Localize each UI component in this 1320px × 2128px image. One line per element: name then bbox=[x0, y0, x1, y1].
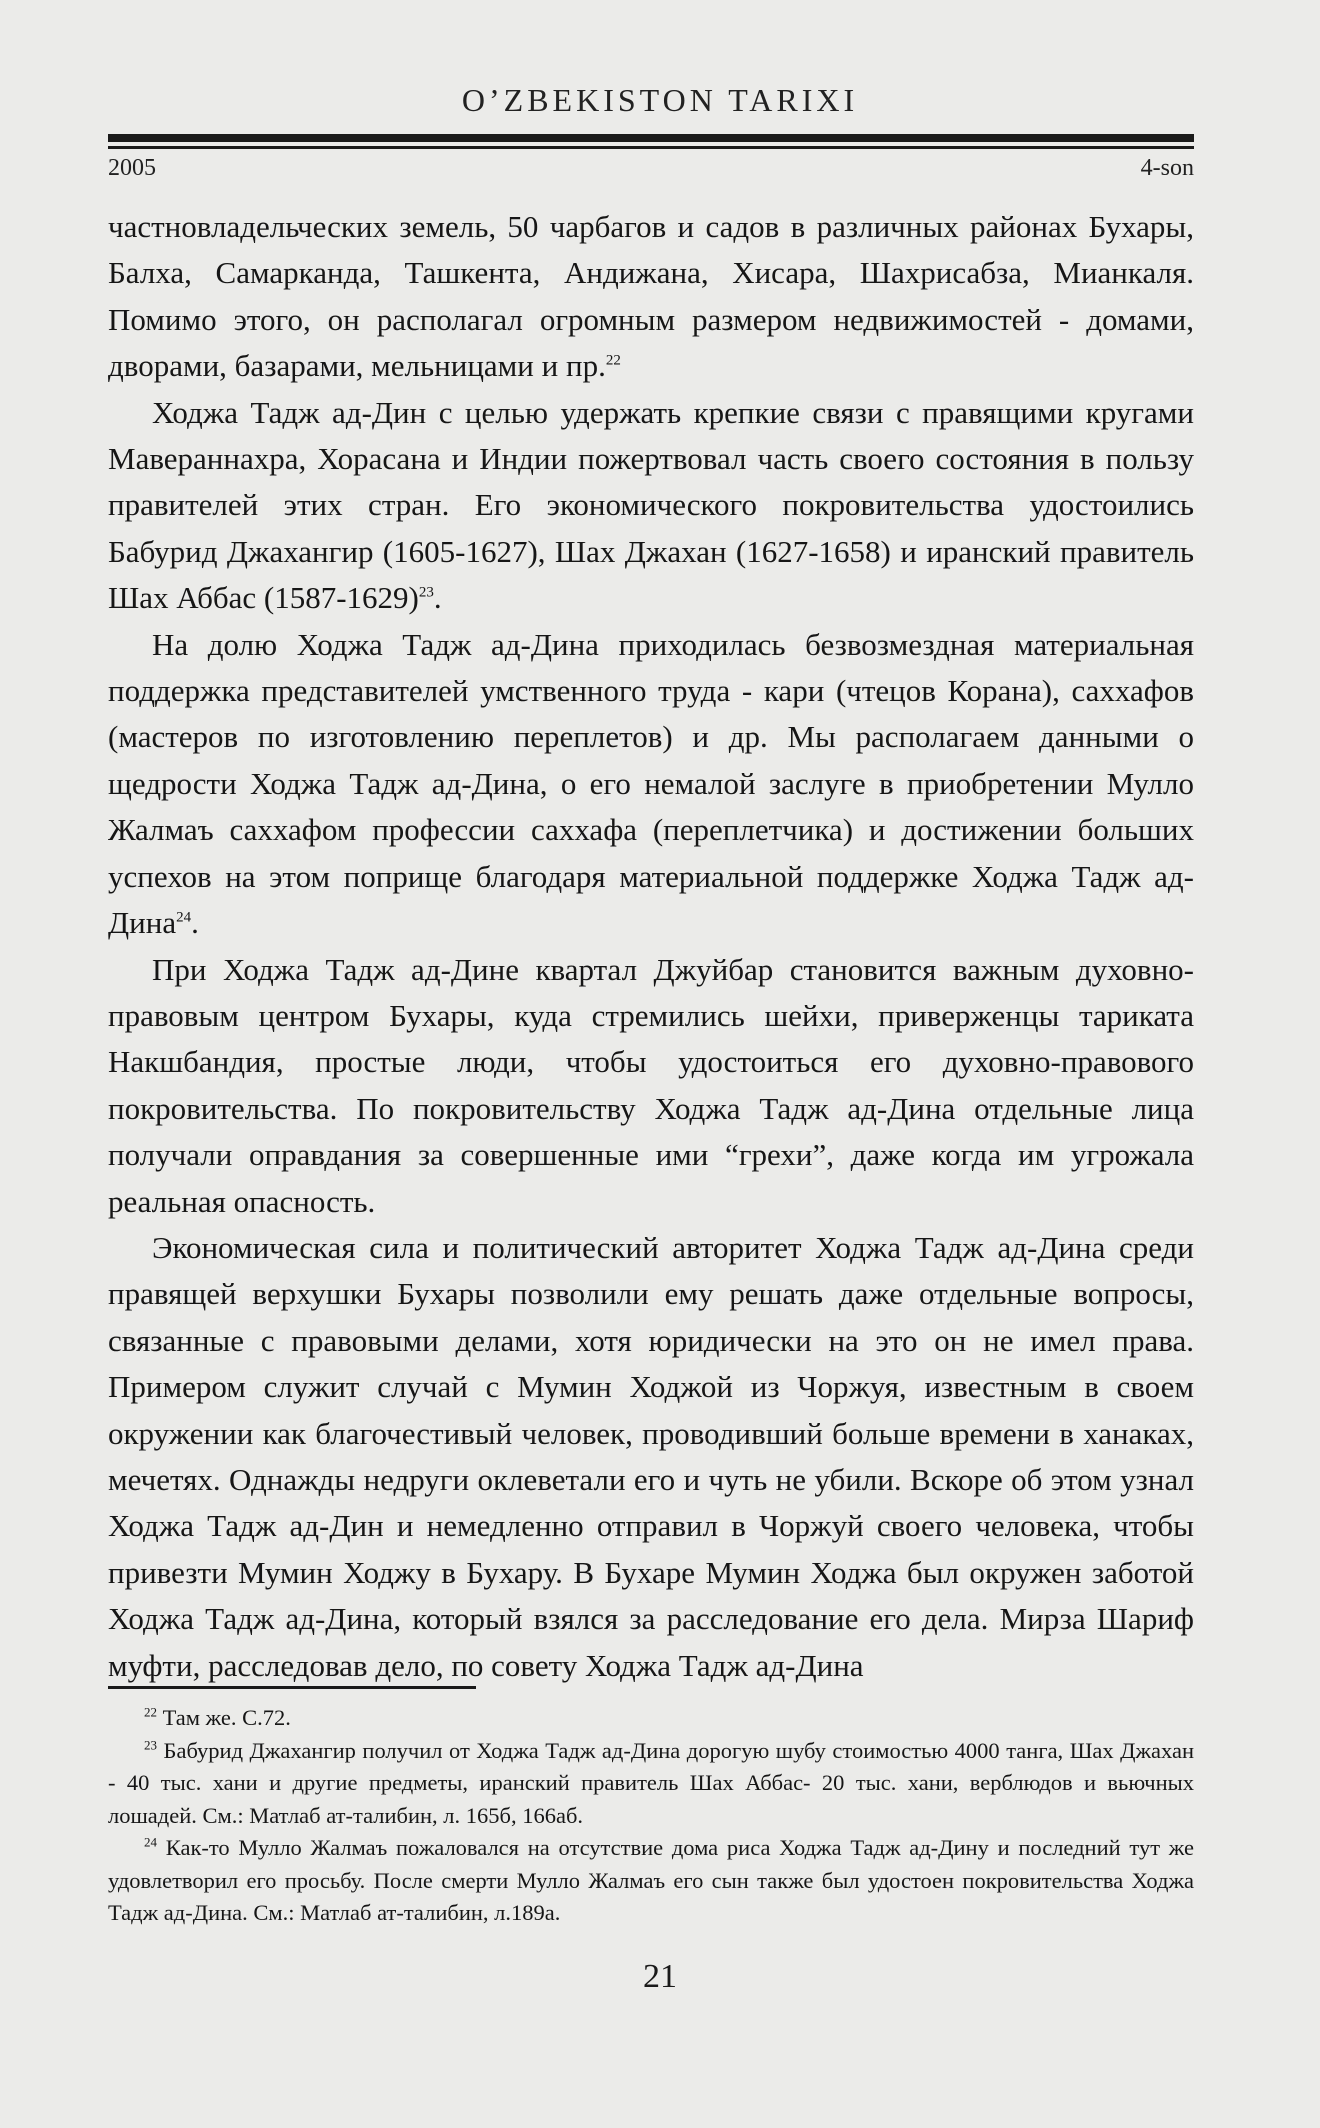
footnote-number: 23 bbox=[144, 1737, 157, 1752]
publication-year: 2005 bbox=[108, 155, 156, 181]
footnote-ref: 24 bbox=[176, 909, 192, 926]
footnote-ref: 22 bbox=[605, 352, 621, 369]
paragraph bbox=[108, 1225, 1194, 1689]
footnote-text: Там же. С.72. bbox=[162, 1705, 291, 1730]
paragraph-text: Экономическая сила и политический авторитет Ходжа Тадж ад-Дина среди правящей верхушки Бухары позволили ему решать даже отдельные вопросы, связанные с правовыми делами, хотя юридически на это он не имел права. Примером служит случай с Мумин Ходжой из Чоржуя, известным в своем окружении как благочестивый человек, проводивший больше времени в ханаках, мечетях. Однажды недруги оклеветали его и чуть не убили. Вскоре об этом узнал Ходжа Тадж ад-Дин и немедленно отправил в Чоржуй своего человека, чтобы привезти Мумин Ходжу в Бухару. В Бухаре Мумин Ходжа был окружен заботой Ходжа Тадж ад-Дина, который взялся за расследование его дела. Мирза Шариф муфти, расследовав дело, по совету Ходжа Тадж ад-Дина bbox=[108, 1229, 1194, 1683]
paragraph-text: На долю Ходжа Тадж ад-Дина приходилась безвозмездная материальная поддержка представителей умственного труда - кари (чтецов Корана), саххафов (мастеров по изготовлению переплетов) и др. Мы располагаем данными о щедрости Ходжа Тадж ад-Дина, о его немалой заслуге в приобретении Мулло Жалмаъ саххафом профессии саххафа (переплетчика) и достижении больших успехов на этом поприще благодаря материальной поддержке Ходжа Тадж ад-Дина bbox=[108, 626, 1194, 941]
paragraph bbox=[108, 204, 1194, 390]
footnote bbox=[108, 1702, 1194, 1735]
paragraph bbox=[108, 947, 1194, 1225]
footnote-number: 24 bbox=[144, 1834, 157, 1850]
footnote bbox=[108, 1832, 1194, 1930]
footnote-ref: 23 bbox=[418, 584, 434, 601]
footnote-number: 22 bbox=[144, 1704, 157, 1720]
journal-title: O’ZBEKISTON TARIXI bbox=[461, 82, 859, 118]
paragraph bbox=[108, 390, 1194, 622]
paragraph bbox=[108, 622, 1194, 947]
footnote-separator bbox=[108, 1686, 476, 1689]
paragraph-text: частновладельческих земель, 50 чарбагов и садов в различных районах Бухары, Балха, Самарканда, Ташкента, Андижана, Хисара, Шахрисабза, Мианкаля. Помимо этого, он располагал огромным размером недвижимостей - домами, дворами, базарами, мельницами и пр. bbox=[108, 209, 1194, 384]
issue-number: 4-son bbox=[1140, 155, 1194, 181]
page-number: 21 bbox=[643, 1958, 677, 1995]
footnotes bbox=[108, 1702, 1194, 1930]
paragraph-text: Ходжа Тадж ад-Дин с целью удержать крепкие связи с правящими кругами Мавераннахра, Хорасана и Индии пожертвовал часть своего состояния в пользу правителей этих стран. Его экономического покровительства удостоились Бабурид Джахангир (1605-1627), Шах Джахан (1627-1658) и иранский правитель Шах Аббас (1587-1629) bbox=[108, 394, 1194, 616]
header-rule-thin bbox=[108, 146, 1194, 149]
footnote-text: Как-то Мулло Жалмаъ пожаловался на отсутствие дома риса Ходжа Тадж ад-Дину и последний тут же удовлетворил его просьбу. После смерти Мулло Жалмаъ его сын также был удостоен покровительства Ходжа Тадж ад-Дина. См.: Матлаб ат-талибин, л.189а. bbox=[108, 1835, 1195, 1925]
footnote bbox=[108, 1735, 1194, 1833]
paragraph-text: При Ходжа Тадж ад-Дине квартал Джуйбар становится важным духовно-правовым центром Бухары, куда стремились шейхи, приверженцы тариката Накшбандия, простые люди, чтобы удостоиться его духовно-правового покровительства. По покровительству Ходжа Тадж ад-Дина отдельные лица получали оправдания за совершенные ими “грехи”, даже когда им угрожала реальная опасность. bbox=[108, 951, 1194, 1219]
article-body bbox=[108, 204, 1194, 1689]
paragraph-tail: . bbox=[433, 580, 442, 616]
paragraph-tail: . bbox=[191, 905, 199, 941]
footnote-text: Бабурид Джахангир получил от Ходжа Тадж ад-Дина дорогую шубу стоимостью 4000 танга, Шах Джахан - 40 тыс. хани и другие предметы, иранский правитель Шах Аббас- 20 тыс. хани, верблюдов и вьючных лошадей. См.: Матлаб ат-талибин, л. 165б, 166аб. bbox=[108, 1737, 1195, 1828]
header-rule-thick bbox=[108, 134, 1194, 142]
